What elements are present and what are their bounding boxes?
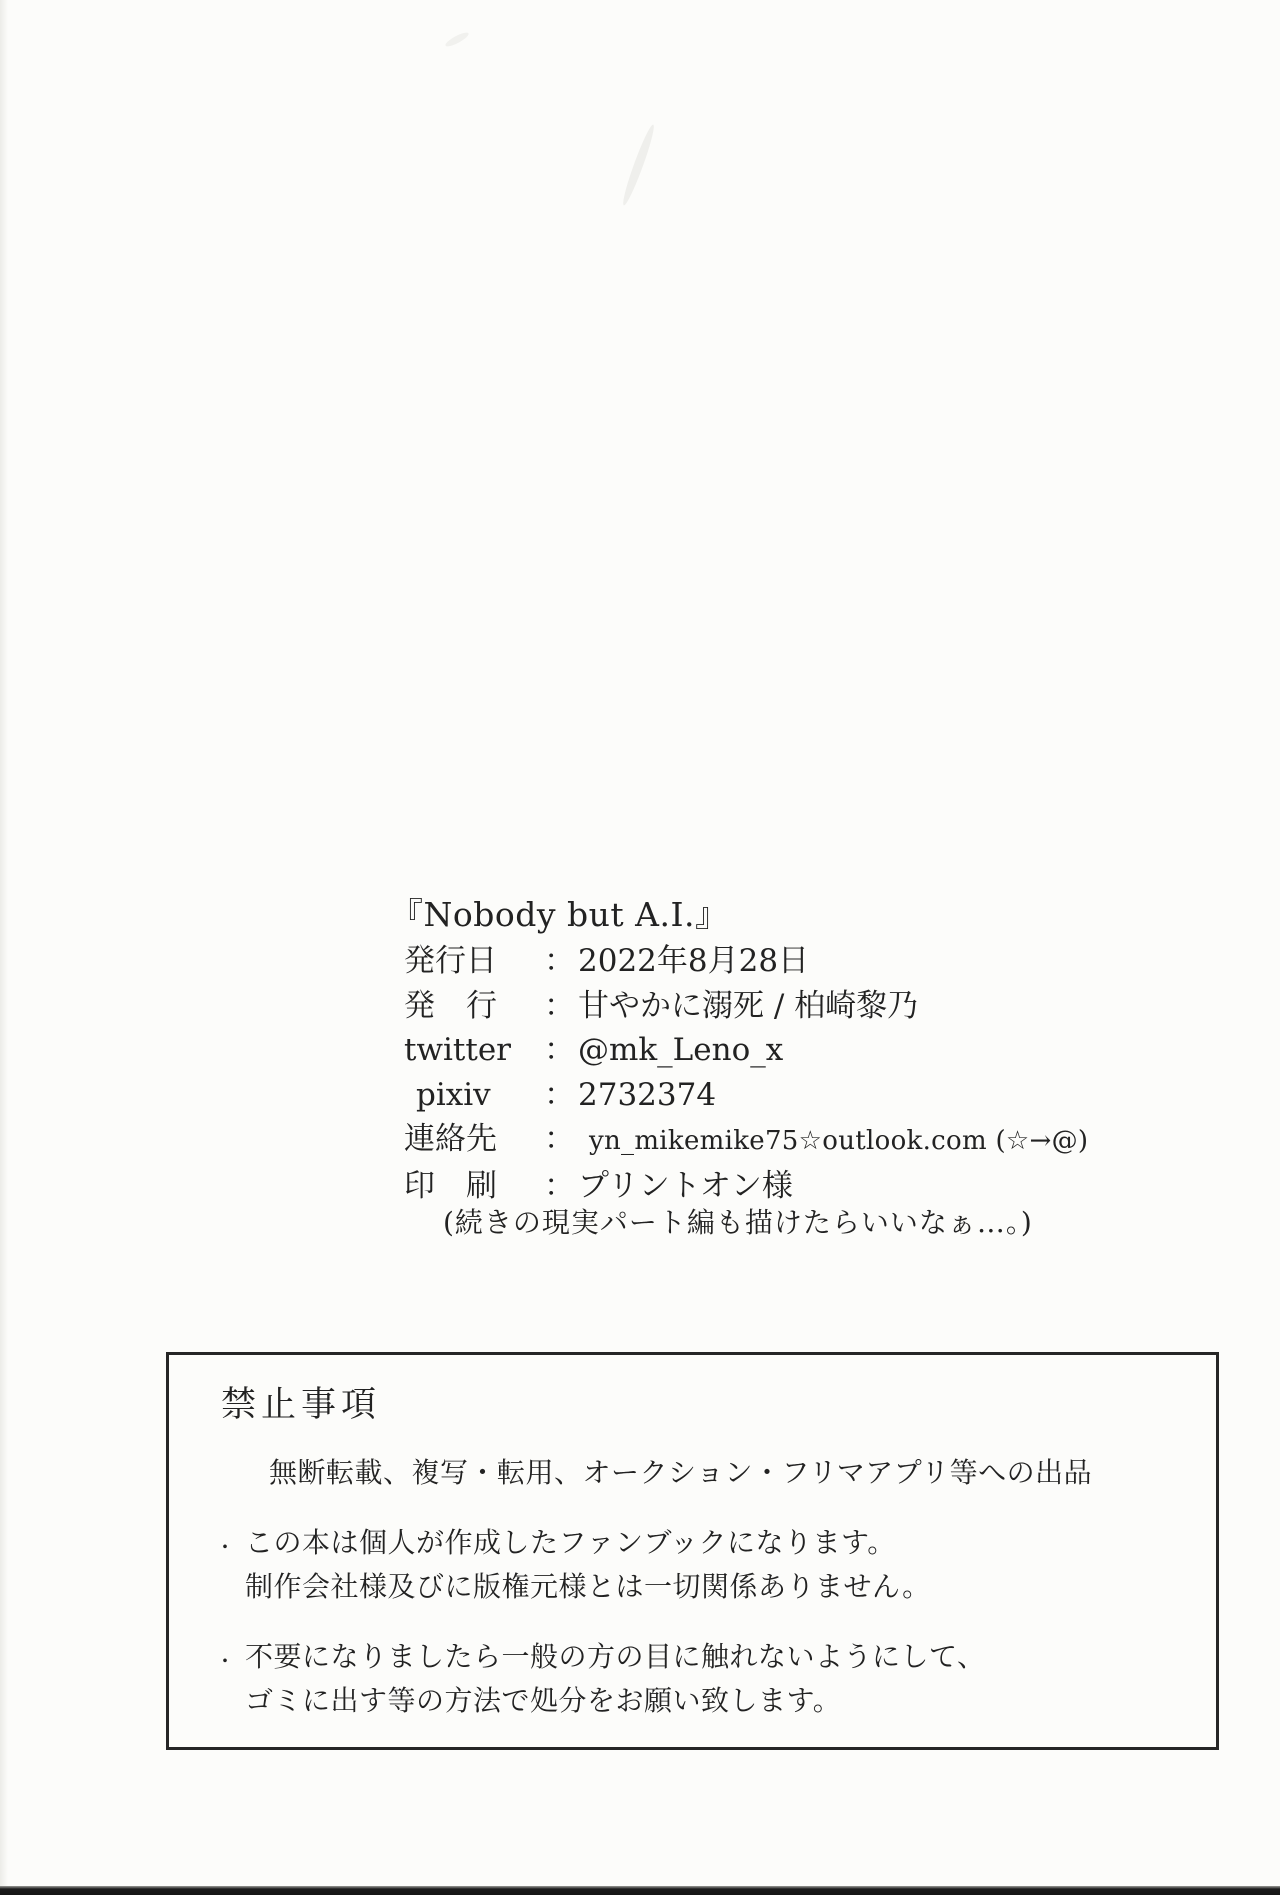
scan-smudge xyxy=(620,123,658,207)
colophon-value: @mk_Leno_x xyxy=(578,1032,784,1068)
scan-smudge xyxy=(444,30,470,48)
colophon-colon: ： xyxy=(544,1076,575,1113)
colophon-colon: ： xyxy=(544,943,575,979)
author-note: (続きの現実パート編も描けたらいいなぁ…。) xyxy=(443,1206,1033,1239)
scan-left-edge xyxy=(0,0,8,1895)
colophon-row-twitter xyxy=(404,1028,1088,1073)
colophon-label: 発行日 xyxy=(404,943,497,979)
book-title: 『Nobody but A.I.』 xyxy=(390,895,729,934)
colophon-label: twitter xyxy=(404,1032,511,1068)
colophon-colon: ： xyxy=(544,987,575,1024)
colophon-value: 甘やかに溺死 / 柏崎黎乃 xyxy=(578,987,919,1024)
prohibition-summary: 無断転載、複写・転用、オークション・フリマアプリ等への出品 xyxy=(269,1456,1093,1489)
colophon-block xyxy=(390,891,1089,1208)
prohibition-line: この本は個人が作成したファンブックになります。 xyxy=(245,1526,896,1559)
prohibition-box xyxy=(166,1352,1219,1750)
prohibition-item xyxy=(215,1635,985,1723)
colophon-label: 連絡先 xyxy=(404,1121,497,1157)
colophon-value: 2732374 xyxy=(578,1076,717,1113)
colophon-row-pixiv xyxy=(404,1073,1088,1118)
colophon-value: yn_mikemike75☆outlook.com (☆→@) xyxy=(589,1126,1089,1156)
bullet-marker: ・ xyxy=(215,1649,236,1673)
prohibition-line: 不要になりましたら一般の方の目に触れないようにして、 xyxy=(245,1640,986,1673)
colophon-row-publish-date xyxy=(404,939,1088,984)
colophon-colon: ： xyxy=(544,1167,575,1204)
colophon-value: プリントオン様 xyxy=(578,1167,793,1204)
bullet-marker: ・ xyxy=(215,1535,236,1559)
colophon-colon: ： xyxy=(544,1121,575,1157)
prohibition-heading: 禁止事項 xyxy=(221,1385,382,1425)
prohibition-item-text xyxy=(245,1521,931,1609)
colophon-label: 発 行 xyxy=(404,987,497,1024)
colophon-label: pixiv xyxy=(416,1076,491,1113)
prohibition-line: 制作会社様及びに版権元様とは一切関係ありません。 xyxy=(245,1570,931,1603)
colophon-colon: ： xyxy=(544,1032,575,1068)
scan-bottom-edge xyxy=(0,1886,1280,1895)
prohibition-line: ゴミに出す等の方法で処分をお願い致します。 xyxy=(245,1684,842,1717)
colophon-value: 2022年8月28日 xyxy=(578,943,810,979)
prohibition-item-text xyxy=(245,1635,985,1723)
colophon-rows xyxy=(404,939,1088,1208)
prohibition-item xyxy=(215,1521,931,1609)
colophon-label: 印 刷 xyxy=(404,1167,497,1204)
colophon-row-publisher xyxy=(404,984,1088,1029)
colophon-row-contact xyxy=(404,1117,1088,1164)
